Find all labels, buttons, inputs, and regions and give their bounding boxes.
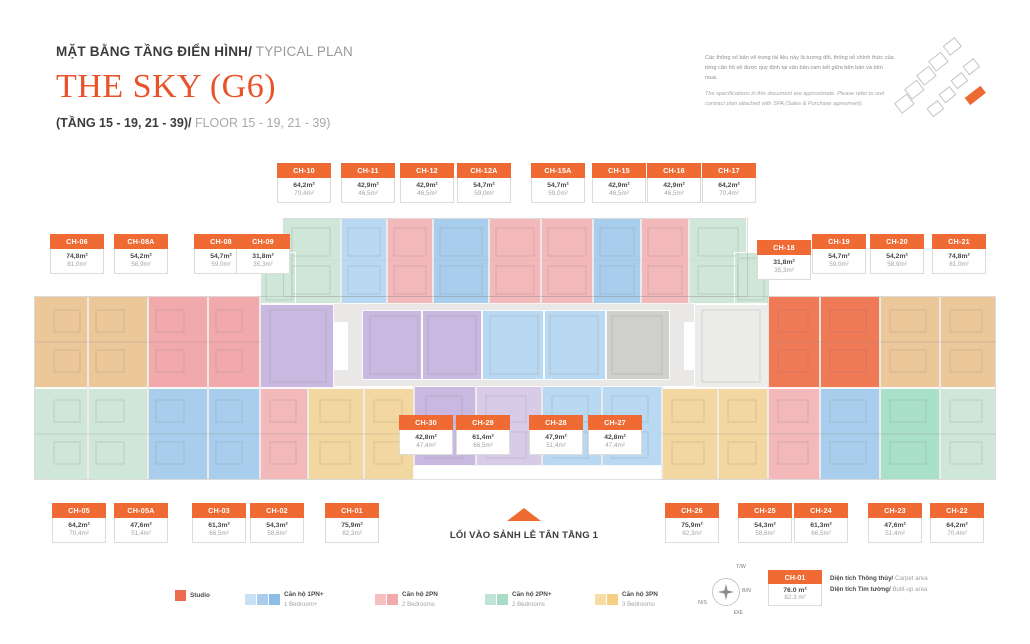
legend-label-vi: Căn hộ 3PN [622, 591, 658, 598]
unit-carpet-area: 54,7m² [210, 252, 232, 260]
unit-carpet-area: 61,3m² [208, 521, 230, 529]
unit-builtup-area: 59,0m² [829, 260, 849, 268]
legend-label-vi: Studio [190, 591, 210, 599]
legend-label-en: 3 Bedrooms [622, 600, 655, 608]
compass-point-w: T/W [736, 564, 746, 570]
area-note-carpet: 76.0 m² [783, 587, 807, 594]
unit-builtup-area: 59,0m² [548, 189, 568, 197]
legend-item-one-bedroom-plus [245, 590, 324, 609]
unit-code: CH-27 [588, 415, 642, 430]
unit-carpet-area: 31,8m² [252, 252, 274, 260]
area-definition-note [768, 570, 928, 606]
unit-areas [592, 178, 646, 203]
unit-builtup-area: 51,4m² [885, 529, 905, 537]
unit-label-ch-20[interactable] [870, 234, 924, 274]
core-shaft-left [348, 304, 362, 386]
legend-swatch [387, 594, 398, 605]
unit-areas [665, 518, 719, 543]
legend-label-vi: Căn hộ 1PN+ [284, 591, 324, 598]
disclaimer-vi: Các thông số bản vẽ trong tài liệu này là tương đối, thông số chính thức của từng căn hộ sẽ được quy định tại văn bản cam kết giữa bên bán và bên mua. [705, 55, 894, 81]
unit-builtup-area: 46,5m² [358, 189, 378, 197]
unit-areas [457, 178, 511, 203]
unit-carpet-area: 54,3m² [754, 521, 776, 529]
unit-builtup-area: 46,5m² [417, 189, 437, 197]
legend-text [190, 591, 210, 601]
unit-label-ch-05a[interactable] [114, 503, 168, 543]
unit-carpet-area: 75,9m² [341, 521, 363, 529]
unit-code: CH-12 [400, 163, 454, 178]
unit-label-ch-29[interactable] [456, 415, 510, 455]
builtup-area-en: Built-up area [890, 585, 928, 593]
unit-block-ch-19a[interactable] [768, 296, 820, 388]
legend-swatch [595, 594, 606, 605]
unit-block-ch-20[interactable] [880, 296, 940, 388]
unit-block-ch-02[interactable] [260, 388, 308, 480]
unit-builtup-area: 51,4m² [131, 529, 151, 537]
unit-carpet-area: 54,7m² [828, 252, 850, 260]
unit-block-ch-03a[interactable] [148, 388, 208, 480]
unit-areas [400, 178, 454, 203]
unit-block-core-mid-b[interactable] [422, 310, 482, 380]
unit-label-ch-09[interactable] [236, 234, 290, 274]
unit-code: CH-01 [325, 503, 379, 518]
unit-areas [738, 518, 792, 543]
unit-builtup-area: 66,5m² [473, 441, 493, 449]
header-line1-en: TYPICAL PLAN [252, 44, 353, 59]
unit-block-ch-15[interactable] [593, 218, 641, 304]
unit-areas [399, 430, 453, 455]
unit-areas [647, 178, 701, 203]
unit-code: CH-29 [456, 415, 510, 430]
compass-point-e: Đ/E [734, 610, 743, 616]
unit-label-ch-30[interactable] [399, 415, 453, 455]
unit-block-ch-08b[interactable] [148, 296, 208, 388]
unit-builtup-area: 58,9m² [887, 260, 907, 268]
legend-swatch [607, 594, 618, 605]
compass-rose [700, 566, 752, 618]
legend-text [284, 590, 324, 609]
unit-areas [114, 518, 168, 543]
unit-areas [50, 249, 104, 274]
unit-areas [456, 430, 510, 455]
page-title: THE SKY (G6) [56, 68, 277, 105]
unit-label-ch-10[interactable] [277, 163, 331, 203]
legend-item-studio [175, 590, 210, 601]
unit-block-ch-01a[interactable] [308, 388, 364, 480]
unit-areas [52, 518, 106, 543]
unit-builtup-area: 47,4m² [605, 441, 625, 449]
unit-areas [930, 518, 984, 543]
unit-block-ch-06[interactable] [34, 296, 88, 388]
entrance-label: LỐI VÀO SẢNH LỄ TÂN TẦNG 1 [449, 530, 599, 541]
unit-carpet-area: 54,2m² [130, 252, 152, 260]
unit-builtup-area: 58,9m² [131, 260, 151, 268]
unit-label-ch-19[interactable] [812, 234, 866, 274]
unit-builtup-area: 59,0m² [474, 189, 494, 197]
unit-block-ch-22[interactable] [940, 388, 996, 480]
key-plan-diagram [889, 36, 994, 131]
unit-block-ch-21[interactable] [940, 296, 996, 388]
unit-code: CH-19 [812, 234, 866, 249]
unit-block-ch-11[interactable] [341, 218, 387, 304]
unit-label-ch-22[interactable] [930, 503, 984, 543]
unit-code: CH-30 [399, 415, 453, 430]
legend-swatch [497, 594, 508, 605]
unit-code: CH-03 [192, 503, 246, 518]
unit-block-ch-23[interactable] [880, 388, 940, 480]
unit-label-ch-15a[interactable] [531, 163, 585, 203]
unit-block-ch-08a[interactable] [88, 296, 148, 388]
unit-areas [192, 518, 246, 543]
unit-carpet-area: 64,2m² [293, 181, 315, 189]
entrance-arrow-icon [507, 508, 541, 521]
unit-block-ch-13[interactable] [489, 218, 541, 304]
unit-carpet-area: 42,8m² [415, 433, 437, 441]
legend-swatch [375, 594, 386, 605]
unit-code: CH-10 [277, 163, 331, 178]
unit-block-ch-05[interactable] [34, 388, 88, 480]
unit-carpet-area: 64,2m² [68, 521, 90, 529]
area-note-values [768, 584, 822, 606]
unit-builtup-area: 66,5m² [209, 529, 229, 537]
unit-block-core-mid-e[interactable] [606, 310, 670, 380]
unit-areas [794, 518, 848, 543]
unit-code: CH-08A [114, 234, 168, 249]
legend-item-two-bedrooms [375, 590, 438, 609]
unit-code: CH-02 [250, 503, 304, 518]
unit-block-ch-12[interactable] [387, 218, 433, 304]
unit-areas [870, 249, 924, 274]
unit-block-core-left-a[interactable] [260, 304, 334, 388]
lobby-entrance-marker [444, 508, 604, 541]
unit-block-ch-15a[interactable] [541, 218, 593, 304]
unit-builtup-area: 66,5m² [811, 529, 831, 537]
unit-code: CH-17 [702, 163, 756, 178]
legend-label-en: 1 Bedroom+ [284, 600, 318, 608]
unit-label-ch-08a[interactable] [114, 234, 168, 274]
unit-carpet-area: 54,3m² [266, 521, 288, 529]
unit-block-core-mid-d[interactable] [544, 310, 606, 380]
unit-label-ch-02[interactable] [250, 503, 304, 543]
unit-code: CH-11 [341, 163, 395, 178]
unit-areas [932, 249, 986, 274]
unit-builtup-area: 82,3m² [342, 529, 362, 537]
legend-swatch [175, 590, 186, 601]
unit-builtup-area: 51,4m² [546, 441, 566, 449]
unit-code: CH-22 [930, 503, 984, 518]
unit-block-ch-26[interactable] [662, 388, 718, 480]
unit-label-ch-18[interactable] [757, 240, 811, 280]
unit-code: CH-09 [236, 234, 290, 249]
legend-item-three-bedrooms [595, 590, 658, 609]
carpet-area-vi: Diện tích Thông thủy/ [830, 575, 894, 582]
unit-block-ch-26b[interactable] [718, 388, 768, 480]
unit-builtup-area: 59,0m² [211, 260, 231, 268]
legend-label-vi: Căn hộ 2PN [402, 591, 438, 598]
unit-areas [531, 178, 585, 203]
unit-areas [588, 430, 642, 455]
legend-swatch [269, 594, 280, 605]
unit-builtup-area: 46,5m² [609, 189, 629, 197]
unit-areas [250, 518, 304, 543]
unit-carpet-area: 64,2m² [718, 181, 740, 189]
builtup-area-vi: Diện tích Tim tường/ [830, 585, 891, 593]
unit-label-ch-06[interactable] [50, 234, 104, 274]
unit-carpet-area: 42,9m² [608, 181, 630, 189]
unit-code: CH-18 [757, 240, 811, 255]
header-subtitle-line [56, 44, 353, 59]
unit-code: CH-21 [932, 234, 986, 249]
unit-label-ch-28[interactable] [529, 415, 583, 455]
unit-carpet-area: 31,8m² [773, 258, 795, 266]
unit-carpet-area: 64,2m² [946, 521, 968, 529]
unit-carpet-area: 54,2m² [886, 252, 908, 260]
legend-swatch [485, 594, 496, 605]
unit-areas [529, 430, 583, 455]
unit-areas [812, 249, 866, 274]
unit-builtup-area: 58,6m² [755, 529, 775, 537]
unit-label-ch-12[interactable] [400, 163, 454, 203]
unit-carpet-area: 54,7m² [473, 181, 495, 189]
disclaimer-en: The specifications in this document are approximate. Please refer to unit contract plan attached with SPA (Sales & Purchase agreement). [705, 91, 885, 108]
unit-code: CH-24 [794, 503, 848, 518]
unit-code: CH-15 [592, 163, 646, 178]
unit-label-ch-12a[interactable] [457, 163, 511, 203]
unit-code: CH-05A [114, 503, 168, 518]
unit-code: CH-25 [738, 503, 792, 518]
unit-block-ch-12a[interactable] [433, 218, 489, 304]
floor-range [56, 116, 353, 130]
unit-block-core-right-a[interactable] [694, 304, 768, 388]
unit-label-ch-11[interactable] [341, 163, 395, 203]
unit-carpet-area: 61,3m² [810, 521, 832, 529]
unit-areas [114, 249, 168, 274]
unit-label-ch-24[interactable] [794, 503, 848, 543]
unit-block-ch-05a[interactable] [88, 388, 148, 480]
unit-label-ch-25[interactable] [738, 503, 792, 543]
unit-areas [325, 518, 379, 543]
legend-label-vi: Căn hộ 2PN+ [512, 591, 552, 598]
unit-areas [757, 255, 811, 280]
unit-builtup-area: 81,0m² [949, 260, 969, 268]
unit-code: CH-12A [457, 163, 511, 178]
unit-builtup-area: 82,3m² [682, 529, 702, 537]
unit-code: CH-06 [50, 234, 104, 249]
legend-label-en: 2 Bedrooms [512, 600, 545, 608]
unit-carpet-area: 42,8m² [604, 433, 626, 441]
unit-code: CH-16 [647, 163, 701, 178]
unit-carpet-area: 75,9m² [681, 521, 703, 529]
unit-label-ch-27[interactable] [588, 415, 642, 455]
floor-range-en: FLOOR 15 - 19, 21 - 39) [191, 116, 331, 130]
unit-label-ch-01[interactable] [325, 503, 379, 543]
unit-block-ch-19[interactable] [820, 296, 880, 388]
unit-builtup-area: 81,0m² [67, 260, 87, 268]
unit-block-ch-25[interactable] [768, 388, 820, 480]
unit-builtup-area: 58,6m² [267, 529, 287, 537]
disclaimer-notes [705, 54, 895, 110]
unit-areas [702, 178, 756, 203]
header-line1-vi: MẶT BẰNG TẦNG ĐIỂN HÌNH/ [56, 44, 253, 59]
legend-swatch [257, 594, 268, 605]
legend-swatch [245, 594, 256, 605]
unit-label-ch-15[interactable] [592, 163, 646, 203]
unit-label-ch-17[interactable] [702, 163, 756, 203]
unit-code: CH-08 [194, 234, 248, 249]
unit-builtup-area: 35,3m² [253, 260, 273, 268]
unit-block-ch-16[interactable] [641, 218, 689, 304]
unit-carpet-area: 74,8m² [66, 252, 88, 260]
unit-label-ch-21[interactable] [932, 234, 986, 274]
unit-carpet-area: 42,9m² [416, 181, 438, 189]
compass-point-s: N/S [698, 600, 707, 606]
unit-areas [236, 249, 290, 274]
unit-block-core-mid-a[interactable] [362, 310, 422, 380]
area-note-sample-label [768, 570, 822, 606]
unit-carpet-area: 54,7m² [547, 181, 569, 189]
unit-areas [868, 518, 922, 543]
unit-carpet-area: 61,4m² [472, 433, 494, 441]
unit-label-ch-16[interactable] [647, 163, 701, 203]
area-note-description [830, 574, 980, 596]
legend-item-two-bedrooms-plus [485, 590, 552, 609]
unit-builtup-area: 70,4m² [947, 529, 967, 537]
unit-builtup-area: 70,4m² [69, 529, 89, 537]
unit-carpet-area: 74,8m² [948, 252, 970, 260]
unit-carpet-area: 47,6m² [130, 521, 152, 529]
unit-block-core-mid-c[interactable] [482, 310, 544, 380]
unit-builtup-area: 46,5m² [664, 189, 684, 197]
legend-label-en: 2 Bedrooms [402, 600, 435, 608]
unit-carpet-area: 42,9m² [663, 181, 685, 189]
unit-code: CH-23 [868, 503, 922, 518]
unit-carpet-area: 47,6m² [884, 521, 906, 529]
legend-text [622, 590, 658, 609]
unit-carpet-area: 42,9m² [357, 181, 379, 189]
page-header [56, 44, 353, 130]
unit-builtup-area: 47,4m² [416, 441, 436, 449]
legend-text [512, 590, 552, 609]
unit-areas [341, 178, 395, 203]
legend [175, 582, 735, 616]
unit-block-ch-08[interactable] [208, 296, 260, 388]
unit-code: CH-20 [870, 234, 924, 249]
unit-code: CH-26 [665, 503, 719, 518]
unit-label-ch-03[interactable] [192, 503, 246, 543]
floor-range-vi: (TẦNG 15 - 19, 21 - 39)/ [56, 116, 192, 130]
carpet-area-en: Carpet area [893, 575, 928, 582]
unit-areas [277, 178, 331, 203]
unit-label-ch-05[interactable] [52, 503, 106, 543]
compass-point-n: B/N [742, 588, 751, 594]
unit-builtup-area: 70,4m² [294, 189, 314, 197]
compass-star-icon [718, 584, 734, 600]
unit-builtup-area: 35,3m² [774, 266, 794, 274]
legend-text [402, 590, 438, 609]
area-note-builtup: 82.3 m² [784, 594, 806, 601]
unit-code: CH-15A [531, 163, 585, 178]
unit-label-ch-23[interactable] [868, 503, 922, 543]
unit-carpet-area: 47,9m² [545, 433, 567, 441]
unit-builtup-area: 70,4m² [719, 189, 739, 197]
area-note-code: CH-01 [768, 570, 822, 584]
unit-code: CH-28 [529, 415, 583, 430]
unit-block-ch-24[interactable] [820, 388, 880, 480]
core-shaft-right [670, 304, 684, 386]
unit-code: CH-05 [52, 503, 106, 518]
unit-block-ch-03[interactable] [208, 388, 260, 480]
unit-label-ch-26[interactable] [665, 503, 719, 543]
